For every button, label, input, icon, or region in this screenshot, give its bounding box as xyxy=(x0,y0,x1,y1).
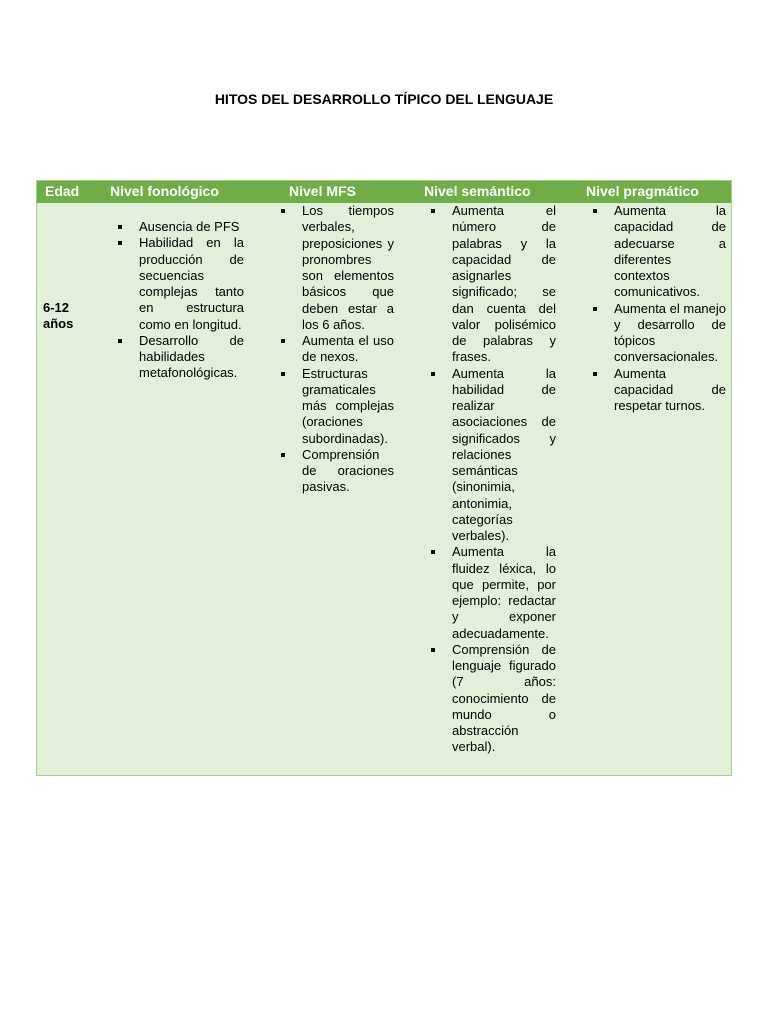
header-edad: Edad xyxy=(45,183,80,199)
list-item: Aumenta la habilidad de realizar asociaciones de significados y relaciones semánticas (sinonimia, antonimia, categorías verbales). xyxy=(428,366,556,545)
table-header-row xyxy=(37,181,731,203)
list-item: Estructuras gramaticales más complejas (oraciones subordinadas). xyxy=(278,366,394,447)
milestones-table xyxy=(36,180,732,776)
list-item: Aumenta la fluidez léxica, lo que permite, por ejemplo: redactar y exponer adecuadamente. xyxy=(428,544,556,642)
fonologico-list xyxy=(115,219,244,382)
pragmatico-list xyxy=(590,203,726,414)
document-title: HITOS DEL DESARROLLO TÍPICO DEL LENGUAJE xyxy=(214,91,554,107)
header-nivel-mfs: Nivel MFS xyxy=(289,183,356,199)
header-nivel-pragmatico: Nivel pragmático xyxy=(586,183,699,199)
mfs-list xyxy=(278,203,394,496)
list-item: Aumenta capacidad de respetar turnos. xyxy=(590,366,726,415)
list-item: Los tiempos verbales, preposiciones y pronombres son elementos básicos que deben estar a los 6 años. xyxy=(278,203,394,333)
list-item: Habilidad en la producción de secuencias complejas tanto en estructura como en longitud. xyxy=(115,235,244,333)
semantico-list xyxy=(428,203,556,756)
header-nivel-semantico: Nivel semántico xyxy=(424,183,531,199)
header-nivel-fonologico: Nivel fonológico xyxy=(110,183,219,199)
age-cell: 6-12 años xyxy=(43,300,74,331)
list-item: Aumenta el número de palabras y la capacidad de asignarles significado; se dan cuenta del valor polisémico de palabras y frases. xyxy=(428,203,556,366)
list-item: Desarrollo de habilidades metafonológicas. xyxy=(115,333,244,382)
list-item: Comprensión de lenguaje figurado (7 años: conocimiento de mundo o abstracción verbal). xyxy=(428,642,556,756)
list-item: Aumenta el manejo y desarrollo de tópicos conversacionales. xyxy=(590,301,726,366)
list-item: Aumenta la capacidad de adecuarse a diferentes contextos comunicativos. xyxy=(590,203,726,301)
list-item: Comprensión de oraciones pasivas. xyxy=(278,447,394,496)
list-item: Aumenta el uso de nexos. xyxy=(278,333,394,366)
list-item: Ausencia de PFS xyxy=(115,219,244,235)
